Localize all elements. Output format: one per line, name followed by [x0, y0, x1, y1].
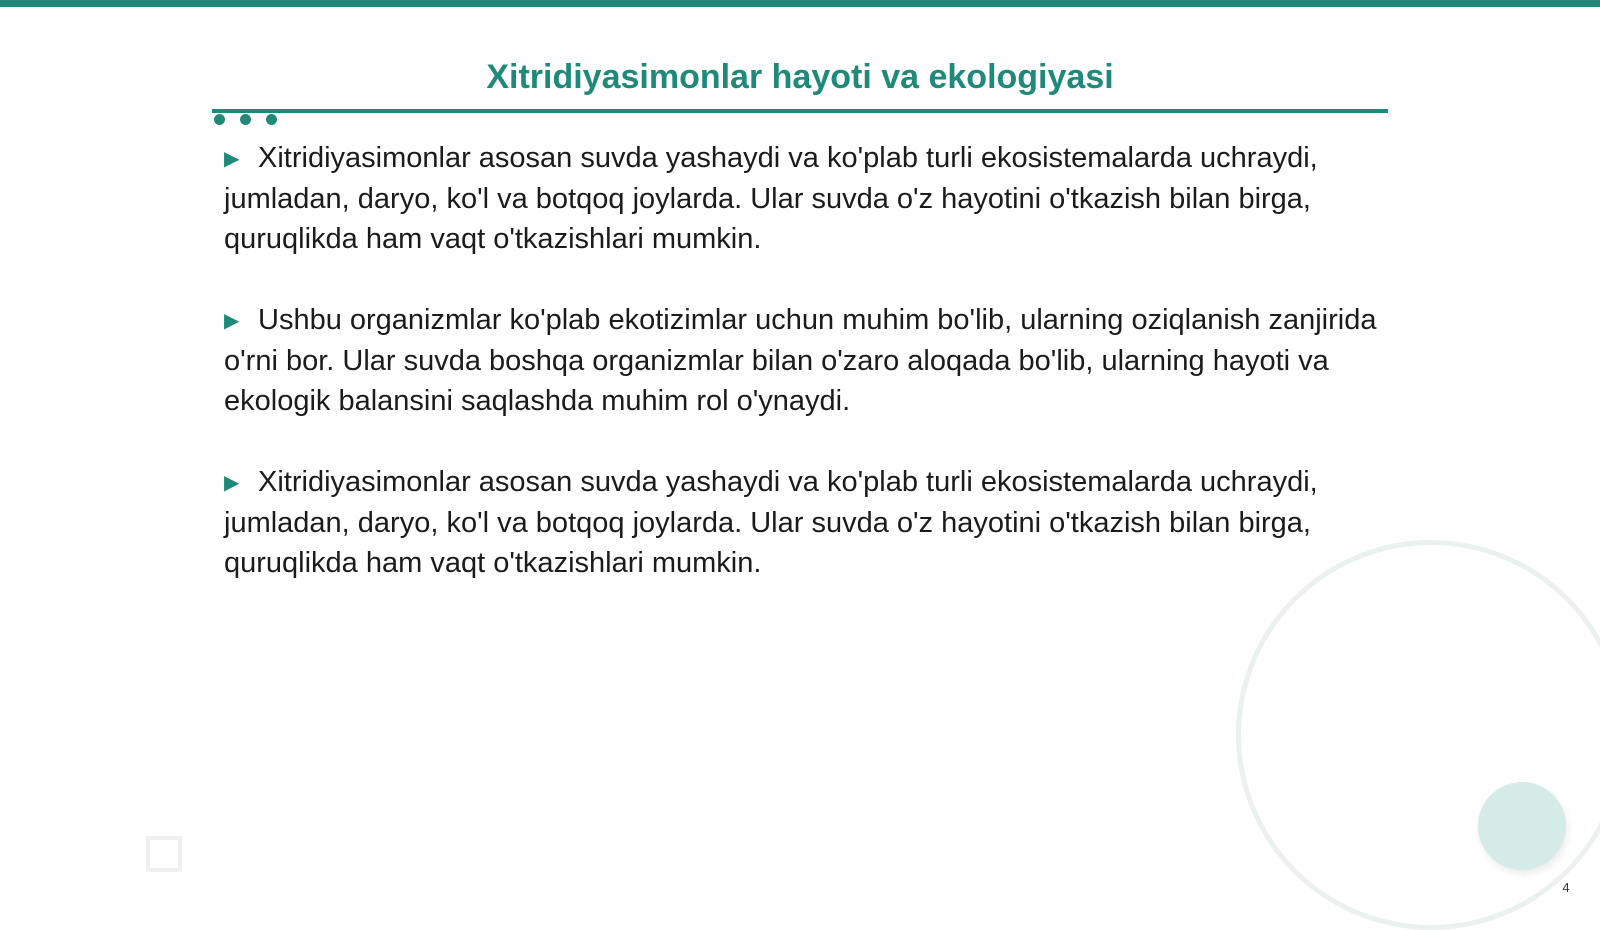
triangle-bullet-icon: ▶ [224, 310, 240, 332]
decor-dot [266, 114, 277, 125]
decor-dot [240, 114, 251, 125]
decor-dot [214, 114, 225, 125]
page-number: 4 [1562, 880, 1570, 895]
top-accent-bar [0, 0, 1600, 7]
bullet-text: Ushbu organizmlar ko'plab ekotizimlar uchun muhim bo'lib, ularning oziqlanish zanjirida o'rni bor. Ular suvda boshqa organizmlar bilan o'zaro aloqada bo'lib, ularning hayoti va ekologik balansini saqlashda muhim rol o'ynaydi. [224, 304, 1377, 417]
slide-title: Xitridiyasimonlar hayoti va ekologiyasi [486, 58, 1114, 96]
decorative-disc [1478, 782, 1566, 870]
bullet-text: Xitridiyasimonlar asosan suvda yashaydi va ko'plab turli ekosistemalarda uchraydi, jumladan, daryo, ko'l va botqoq joylarda. Ular suvda o'z hayotini o'tkazish bilan birga, quruqlikda ham vaqt o'tkazishlari mumkin. [224, 466, 1318, 579]
bullet-text: Xitridiyasimonlar asosan suvda yashaydi va ko'plab turli ekosistemalarda uchraydi, jumladan, daryo, ko'l va botqoq joylarda. Ular suvda o'z hayotini o'tkazish bilan birga, quruqlikda ham vaqt o'tkazishlari mumkin. [224, 142, 1318, 255]
decorative-ring [1236, 540, 1600, 930]
triangle-bullet-icon: ▶ [224, 472, 240, 494]
title-underline-dots [212, 114, 292, 126]
bullet-item [224, 138, 1384, 259]
bullet-item [224, 300, 1384, 421]
bullet-item [224, 462, 1384, 583]
bullet-list [224, 138, 1384, 624]
triangle-bullet-icon: ▶ [224, 148, 240, 170]
decorative-square [146, 836, 182, 872]
title-underline [212, 109, 1388, 113]
